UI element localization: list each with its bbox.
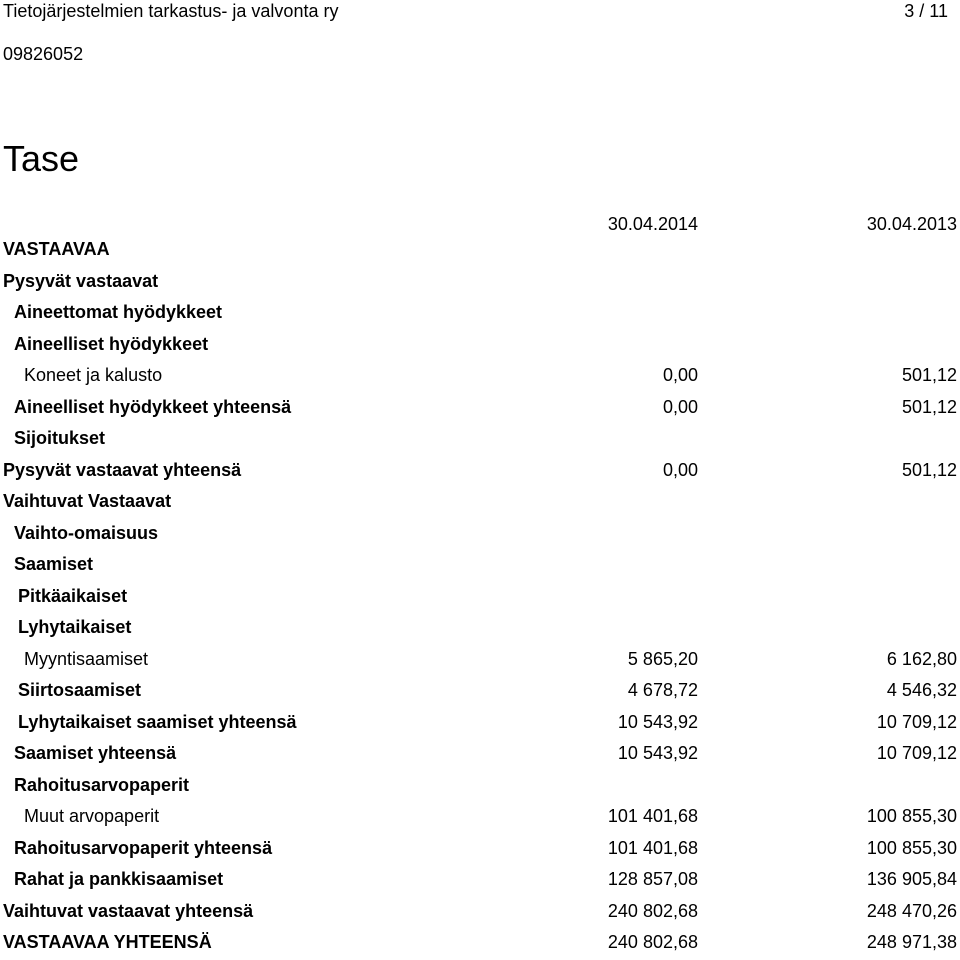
row-value-previous: 6 162,80 xyxy=(886,648,957,669)
row-value-previous: 100 855,30 xyxy=(866,837,957,858)
row-value-current: 4 678,72 xyxy=(627,680,698,700)
column-header-previous: 30.04.2013 xyxy=(866,214,957,234)
table-row xyxy=(0,297,960,329)
table-row xyxy=(0,234,960,266)
row-label: Vaihtuvat Vastaavat xyxy=(3,491,172,511)
table-row xyxy=(0,770,960,802)
row-label: Siirtosaamiset xyxy=(18,680,142,700)
row-label: Vaihtuvat vastaavat yhteensä xyxy=(3,900,254,921)
row-label: Pitkäaikaiset xyxy=(18,585,128,606)
row-value-previous: 100 855,30 xyxy=(866,806,957,826)
table-row xyxy=(0,801,960,833)
row-value-current: 0,00 xyxy=(662,396,698,417)
row-value-previous: 248 971,38 xyxy=(866,932,957,952)
row-label: Muut arvopaperit xyxy=(24,806,160,826)
row-value-previous: 10 709,12 xyxy=(876,743,957,763)
row-label: Lyhytaikaiset saamiset yhteensä xyxy=(18,711,297,732)
row-label: Saamiset yhteensä xyxy=(14,743,177,763)
row-label: Aineelliset hyödykkeet yhteensä xyxy=(14,396,292,417)
row-label: Pysyvät vastaavat xyxy=(3,270,159,291)
row-label: Sijoitukset xyxy=(14,428,106,448)
row-label: Rahoitusarvopaperit xyxy=(14,774,190,795)
organization-name: Tietojärjestelmien tarkastus- ja valvonta ry xyxy=(3,1,339,21)
table-row xyxy=(0,707,960,739)
table-row xyxy=(0,423,960,455)
row-value-current: 101 401,68 xyxy=(607,837,698,858)
row-label: Koneet ja kalusto xyxy=(24,365,163,385)
table-row xyxy=(0,360,960,392)
table-row xyxy=(0,612,960,644)
row-value-previous: 136 905,84 xyxy=(866,869,957,889)
table-row xyxy=(0,549,960,581)
table-row xyxy=(0,833,960,865)
row-value-current: 128 857,08 xyxy=(607,869,698,889)
business-id: 09826052 xyxy=(3,44,84,64)
row-label: VASTAAVAA xyxy=(3,239,110,259)
row-value-current: 240 802,68 xyxy=(607,932,698,952)
row-value-current: 5 865,20 xyxy=(627,648,698,669)
column-header-current: 30.04.2014 xyxy=(607,214,698,234)
row-value-previous: 10 709,12 xyxy=(876,711,957,732)
balance-sheet-table xyxy=(0,234,960,959)
table-row xyxy=(0,927,960,959)
row-value-previous: 4 546,32 xyxy=(886,680,957,700)
table-row xyxy=(0,518,960,550)
table-row xyxy=(0,392,960,424)
row-label: Rahoitusarvopaperit yhteensä xyxy=(14,837,273,858)
row-label: Aineelliset hyödykkeet xyxy=(14,333,209,354)
row-value-previous: 501,12 xyxy=(901,365,957,385)
table-row xyxy=(0,864,960,896)
table-row xyxy=(0,738,960,770)
row-label: Aineettomat hyödykkeet xyxy=(14,302,223,322)
table-row xyxy=(0,455,960,487)
row-value-current: 101 401,68 xyxy=(607,806,698,826)
row-value-current: 10 543,92 xyxy=(617,711,698,732)
table-row xyxy=(0,896,960,928)
row-label: Myyntisaamiset xyxy=(24,648,149,669)
row-value-previous: 248 470,26 xyxy=(866,900,957,921)
row-label: Lyhytaikaiset xyxy=(18,617,132,637)
row-label: Rahat ja pankkisaamiset xyxy=(14,869,224,889)
table-row xyxy=(0,675,960,707)
row-label: Pysyvät vastaavat yhteensä xyxy=(3,459,242,480)
row-label: Saamiset xyxy=(14,554,94,574)
table-row xyxy=(0,644,960,676)
row-value-current: 0,00 xyxy=(662,365,698,385)
row-value-previous: 501,12 xyxy=(901,396,957,417)
table-row xyxy=(0,266,960,298)
row-value-current: 0,00 xyxy=(662,459,698,480)
table-row xyxy=(0,486,960,518)
row-label: Vaihto-omaisuus xyxy=(14,522,159,543)
row-value-current: 240 802,68 xyxy=(607,900,698,921)
table-row xyxy=(0,581,960,613)
row-label: VASTAAVAA YHTEENSÄ xyxy=(3,932,212,952)
page-number: 3 / 11 xyxy=(904,1,948,21)
row-value-previous: 501,12 xyxy=(901,459,957,480)
table-row xyxy=(0,329,960,361)
document-title: Tase xyxy=(3,138,80,179)
row-value-current: 10 543,92 xyxy=(617,743,698,763)
